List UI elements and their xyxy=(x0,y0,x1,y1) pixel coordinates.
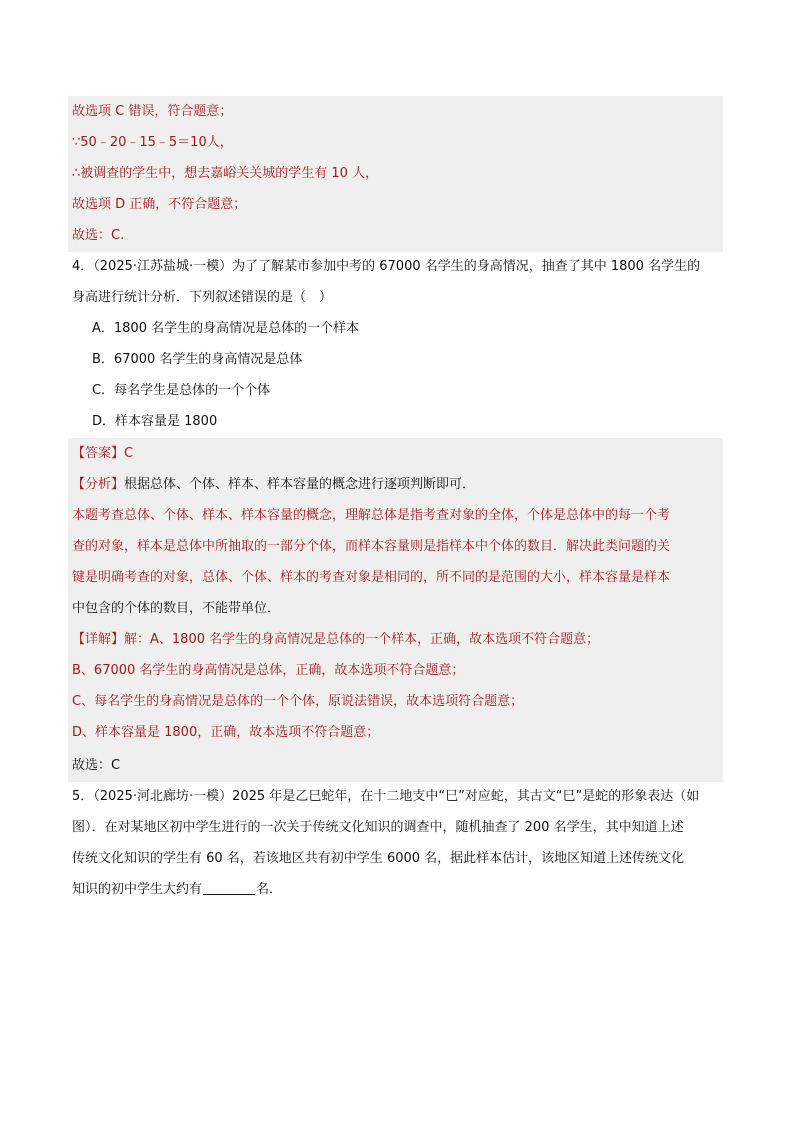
solution-line: 故选项 C 错误，符合题意； xyxy=(72,104,233,119)
solution-line: 故选项 D 正确，不符合题意； xyxy=(72,197,247,212)
analysis-text: 根据总体、个体、样本、样本容量的概念进行逐项判断即可． xyxy=(124,477,476,492)
solution-line: ∴被调查的学生中，想去嘉峪关关城的学生有 10 人， xyxy=(72,166,379,181)
detail-line: 故选：C xyxy=(72,758,121,773)
explain-line: 中包含的个体的数目，不能带单位． xyxy=(72,601,281,616)
solution-line: 故选：C. xyxy=(72,228,125,243)
detail-line: C、每名学生的身高情况是总体的一个个体，原说法错误，故本选项符合题意； xyxy=(72,694,524,709)
question-4-stem: 4．（2025·江苏盐城·一模）为了了解某市参加中考的 67000 名学生的身高情况，抽查了其中 1800 名学生的 xyxy=(72,259,701,274)
option-d: D．样本容量是 1800 xyxy=(92,414,218,429)
question-5-stem: 传统文化知识的学生有 60 名，若该地区共有初中学生 6000 名，据此样本估计，该地区知道上述传统文化 xyxy=(72,851,685,866)
question-5-text: 知识的初中学生大约有 xyxy=(72,882,203,897)
analysis-line xyxy=(72,473,724,497)
option-c: C．每名学生是总体的一个个体 xyxy=(92,383,271,398)
answer-blank[interactable] xyxy=(203,880,255,895)
detail-line xyxy=(72,628,724,652)
detail-line: B、67000 名学生的身高情况是总体，正确，故本选项不符合题意； xyxy=(72,663,465,678)
detail-line: D、样本容量是 1800，正确，故本选项不符合题意； xyxy=(72,725,380,740)
detail-text: 解：A、1800 名学生的身高情况是总体的一个样本，正确，故本选项不符合题意； xyxy=(124,632,600,647)
answer-line xyxy=(72,442,724,466)
question-5-stem-last xyxy=(72,878,724,902)
option-a: A．1800 名学生的身高情况是总体的一个样本 xyxy=(92,321,360,336)
question-5-text: 名． xyxy=(256,882,283,897)
question-5-stem: 5．（2025·河北廊坊·一模）2025 年是乙巳蛇年，在十二地支中“巳”对应蛇，其古文“巳”是蛇的形象表达（如 xyxy=(72,789,700,804)
detail-label: 【详解】 xyxy=(72,632,125,647)
question-5-stem: 图）．在对某地区初中学生进行的一次关于传统文化知识的调查中，随机抽查了 200 名学生，其中知道上述 xyxy=(72,820,684,835)
solution-line: ∵50﹣20﹣15﹣5＝10人， xyxy=(72,135,233,150)
answer-value: C xyxy=(124,446,134,461)
explain-line: 键是明确考查的对象，总体、个体、样本的考查对象是相同的，所不同的是范围的大小，样本容量是样本 xyxy=(72,570,671,585)
explain-line: 本题考查总体、个体、样本、样本容量的概念，理解总体是指考查对象的全体，个体是总体中的每一个考 xyxy=(72,508,671,523)
explain-line: 查的对象，样本是总体中所抽取的一部分个体，而样本容量则是指样本中个体的数目．解决此类问题的关 xyxy=(72,539,671,554)
analysis-label: 【分析】 xyxy=(72,477,125,492)
option-b: B．67000 名学生的身高情况是总体 xyxy=(92,352,303,367)
question-4-stem: 身高进行统计分析．下列叙述错误的是（ ） xyxy=(72,290,333,305)
answer-label: 【答案】 xyxy=(72,446,125,461)
